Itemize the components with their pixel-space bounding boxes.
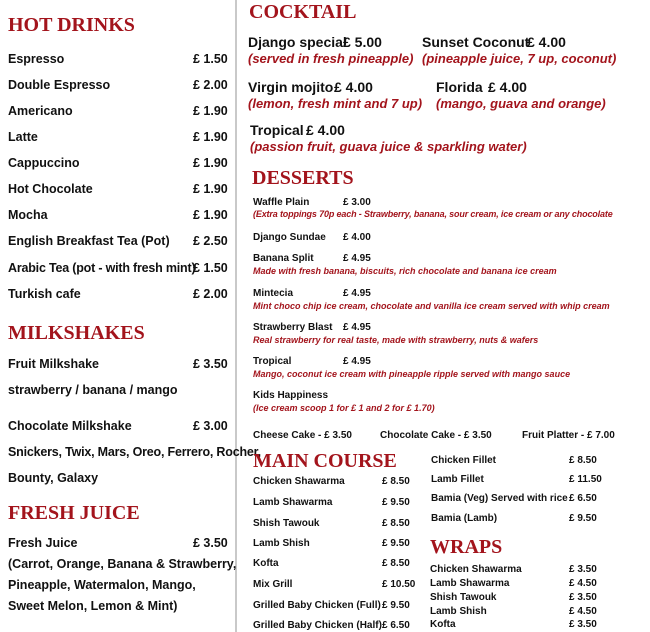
- dessert-name: Waffle Plain: [253, 197, 310, 208]
- cocktail-name: Django special: [248, 34, 347, 50]
- hot-drink-name: Espresso: [8, 52, 65, 66]
- hot-drink-price: £ 1.50: [193, 52, 228, 66]
- main-course-price: £ 8.50: [382, 476, 410, 487]
- dessert-name: Strawberry Blast: [253, 322, 333, 333]
- wrap-item: Shish Tawouk: [430, 592, 497, 603]
- cocktail-name: Tropical: [250, 122, 304, 138]
- column-divider: [235, 0, 237, 632]
- main-course-price: £ 9.50: [382, 600, 410, 611]
- cocktail-price: £ 5.00: [343, 34, 382, 50]
- cocktail-name: Florida: [436, 79, 483, 95]
- dessert-name: Banana Split: [253, 253, 314, 264]
- chocolate-milkshake-flavours: Bounty, Galaxy: [8, 471, 99, 485]
- hot-drink-price: £ 1.90: [193, 130, 228, 144]
- main-course-item: Chicken Shawarma: [253, 476, 345, 487]
- wrap-price: £ 4.50: [569, 606, 597, 617]
- chocolate-milkshake-flavours: Snickers, Twix, Mars, Oreo, Ferrero, Rocher,: [8, 445, 261, 459]
- main-course-price: £ 10.50: [382, 579, 416, 590]
- fresh-juice-heading: FRESH JUICE: [8, 502, 140, 524]
- hot-drink-name: Americano: [8, 104, 73, 118]
- milkshakes-heading: MILKSHAKES: [8, 322, 145, 344]
- cocktail-heading: COCKTAIL: [249, 1, 357, 23]
- wrap-item: Chicken Shawarma: [430, 564, 522, 575]
- dessert-price: £ 4.95: [343, 288, 371, 299]
- dessert-description: Made with fresh banana, biscuits, rich chocolate and banana ice cream: [253, 266, 557, 276]
- hot-drink-name: Cappuccino: [8, 156, 80, 170]
- fresh-juice-description: (Carrot, Orange, Banana & Strawberry,: [8, 557, 237, 571]
- main-course-price: £ 8.50: [569, 455, 597, 466]
- hot-drink-name: English Breakfast Tea (Pot): [8, 234, 170, 248]
- main-course-item: Grilled Baby Chicken (Full): [253, 600, 381, 611]
- dessert-name: Mintecia: [253, 288, 294, 299]
- main-course-price: £ 6.50: [382, 620, 410, 631]
- main-course-item: Bamia (Lamb): [431, 513, 498, 524]
- hot-drink-name: Arabic Tea (pot - with fresh mint): [8, 261, 196, 275]
- hot-drink-name: Hot Chocolate: [8, 182, 93, 196]
- cocktail-price: £ 4.00: [306, 122, 345, 138]
- main-course-item: Lamb Shawarma: [253, 497, 333, 508]
- hot-drink-price: £ 1.90: [193, 208, 228, 222]
- dessert-extra: Chocolate Cake - £ 3.50: [380, 430, 492, 441]
- dessert-price: £ 3.00: [343, 197, 371, 208]
- wrap-price: £ 3.50: [569, 619, 597, 630]
- main-course-price: £ 9.50: [569, 513, 597, 524]
- dessert-price: £ 4.95: [343, 322, 371, 333]
- dessert-name: Tropical: [253, 356, 292, 367]
- hot-drink-name: Turkish cafe: [8, 287, 81, 301]
- main-course-item: Mix Grill: [253, 579, 293, 590]
- wrap-price: £ 3.50: [569, 564, 597, 575]
- fresh-juice-description: Sweet Melon, Lemon & Mint): [8, 599, 178, 613]
- dessert-extra: Cheese Cake - £ 3.50: [253, 430, 352, 441]
- cocktail-description: (passion fruit, guava juice & sparkling water): [250, 139, 527, 154]
- main-course-item: Grilled Baby Chicken (Half): [253, 620, 382, 631]
- hot-drink-name: Mocha: [8, 208, 48, 222]
- dessert-name: Django Sundae: [253, 232, 326, 243]
- cocktail-price: £ 4.00: [488, 79, 527, 95]
- chocolate-milkshake-name: Chocolate Milkshake: [8, 419, 132, 433]
- hot-drink-price: £ 2.00: [193, 287, 228, 301]
- fruit-milkshake-name: Fruit Milkshake: [8, 357, 99, 371]
- main-course-item: Shish Tawouk: [253, 518, 320, 529]
- fruit-milkshake-flavours: strawberry / banana / mango: [8, 383, 178, 397]
- main-course-price: £ 11.50: [569, 474, 602, 485]
- cocktail-price: £ 4.00: [527, 34, 566, 50]
- chocolate-milkshake-price: £ 3.00: [193, 419, 228, 433]
- wrap-item: Lamb Shish: [430, 606, 487, 617]
- wrap-item: Lamb Shawarma: [430, 578, 510, 589]
- main-course-item: Kofta: [253, 558, 279, 569]
- fresh-juice-description: Pineapple, Watermalon, Mango,: [8, 578, 196, 592]
- hot-drink-price: £ 1.50: [193, 261, 228, 275]
- cocktail-description: (lemon, fresh mint and 7 up): [248, 96, 423, 111]
- wrap-price: £ 3.50: [569, 592, 597, 603]
- wrap-item: Kofta: [430, 619, 456, 630]
- cocktail-description: (mango, guava and orange): [436, 96, 606, 111]
- dessert-name: Kids Happiness: [253, 390, 329, 401]
- wrap-price: £ 4.50: [569, 578, 597, 589]
- cocktail-description: (pineapple juice, 7 up, coconut): [422, 51, 617, 66]
- dessert-extra: Fruit Platter - £ 7.00: [522, 430, 615, 441]
- main-course-price: £ 8.50: [382, 558, 410, 569]
- hot-drink-name: Latte: [8, 130, 38, 144]
- hot-drink-price: £ 1.90: [193, 182, 228, 196]
- main-course-price: £ 8.50: [382, 518, 410, 529]
- dessert-description: Mint choco chip ice cream, chocolate and vanilla ice cream served with whip cream: [253, 301, 610, 311]
- hot-drink-name: Double Espresso: [8, 78, 111, 92]
- hot-drink-price: £ 2.50: [193, 234, 228, 248]
- fresh-juice-name: Fresh Juice: [8, 536, 78, 550]
- fresh-juice-price: £ 3.50: [193, 536, 228, 550]
- main-course-item: Bamia (Veg) Served with rice: [431, 493, 568, 504]
- hot-drinks-heading: HOT DRINKS: [8, 14, 135, 36]
- dessert-price: £ 4.00: [343, 232, 371, 243]
- dessert-price: £ 4.95: [343, 253, 371, 264]
- wraps-heading: WRAPS: [430, 536, 503, 558]
- hot-drink-price: £ 1.90: [193, 156, 228, 170]
- dessert-description: (Ice cream scoop 1 for £ 1 and 2 for £ 1.70): [253, 403, 435, 413]
- hot-drink-price: £ 1.90: [193, 104, 228, 118]
- main-course-price: £ 6.50: [569, 493, 597, 504]
- main-course-item: Lamb Fillet: [431, 474, 484, 485]
- cocktail-name: Sunset Coconut: [422, 34, 530, 50]
- dessert-description: Real strawberry for real taste, made with strawberry, nuts & wafers: [253, 335, 539, 345]
- main-course-price: £ 9.50: [382, 538, 410, 549]
- cocktail-price: £ 4.00: [334, 79, 373, 95]
- cocktail-name: Virgin mojito: [248, 79, 334, 95]
- hot-drink-price: £ 2.00: [193, 78, 228, 92]
- desserts-heading: DESSERTS: [252, 167, 354, 189]
- main-course-price: £ 9.50: [382, 497, 410, 508]
- fruit-milkshake-price: £ 3.50: [193, 357, 228, 371]
- dessert-description: (Extra toppings 70p each - Strawberry, banana, sour cream, ice cream or any chocolate: [253, 209, 613, 219]
- dessert-price: £ 4.95: [343, 356, 371, 367]
- dessert-description: Mango, coconut ice cream with pineapple ripple served with mango sauce: [253, 369, 571, 379]
- cocktail-description: (served in fresh pineapple): [248, 51, 414, 66]
- main-course-item: Chicken Fillet: [431, 455, 497, 466]
- main-course-item: Lamb Shish: [253, 538, 310, 549]
- main-course-heading: MAIN COURSE: [253, 450, 397, 472]
